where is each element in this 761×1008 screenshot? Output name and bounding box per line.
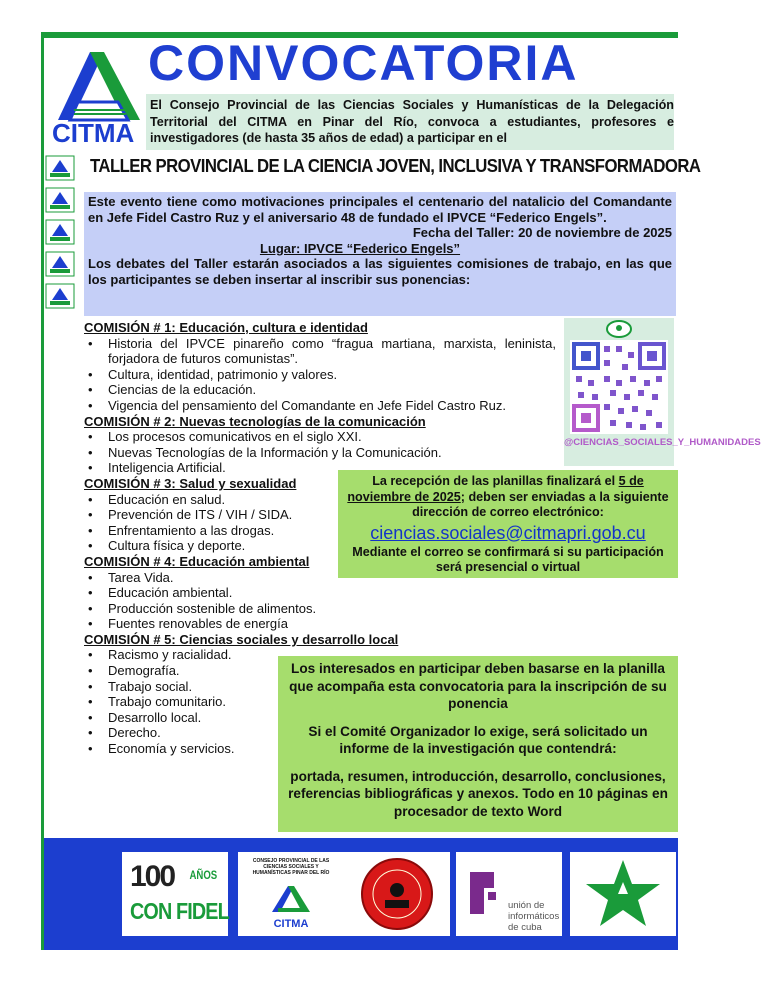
requirement-text: Los interesados en participar deben basarse en la planilla que acompaña esta convocatoria para la inscripción de su ponencia [289,661,667,711]
list-item: • Los procesos comunicativos en el siglo XXI. [84,429,564,445]
citma-word: CITMA [273,918,309,930]
list-item: • Trabajo comunitario. [84,694,564,710]
reception-note: Mediante el correo se confirmará si su participación será presencial o virtual [352,544,664,574]
commission-title: COMISIÓN # 5: Ciencias sociales y desarrollo local [84,631,399,647]
list-item: • Enfrentamiento a las drogas. [84,523,564,539]
list-item: • Vigencia del pensamiento del Comandante en Jefe Fidel Castro Ruz. [84,398,564,414]
commission-title: COMISIÓN # 3: Salud y sexualidad [84,475,297,491]
requirement-text: portada, resumen, introducción, desarrollo, conclusiones, referencias bibliográficas y anexos. Todo en 10 páginas en procesador de texto Word [288,768,668,819]
list-item: • Demografía. [84,663,564,679]
left-logo-column [46,156,80,316]
reception-deadline: 5 de noviembre de 2025 [347,474,644,504]
citma-mini-icon [46,284,74,308]
event-subtitle: TALLER PROVINCIAL DE LA CIENCIA JOVEN, INCLUSIVA Y TRANSFORMADORA [90,156,701,176]
list-item: • Educación en salud. [84,492,564,508]
list-item: • Racismo y racialidad. [84,647,564,663]
list-item: • Prevención de ITS / VIH / SIDA. [84,507,564,523]
qr-handle: @CIENCIAS_SOCIALES_Y_HUMANIDADES [564,437,761,448]
citma-mini-icon [46,220,74,244]
qr-code-icon[interactable] [570,340,668,434]
list-item: • Nuevas Tecnologías de la Información y la Comunicación. [84,445,564,461]
list-item: • Inteligencia Artificial. [84,460,564,476]
uic-logo [456,852,562,936]
uic-text: unión de informáticos de cuba [508,900,560,933]
list-item: • Trabajo social. [84,679,564,695]
list-item: • Historia del IPVCE pinareño como “fragua martiana, marxista, leninista, forjadora de futuros comunistas”. [84,336,556,367]
school-seal-logo [344,852,450,936]
list-item: • Cultura física y deporte. [84,538,564,554]
event-info [88,194,672,287]
citma-mini-icon [46,188,74,212]
list-item: • Desarrollo local. [84,710,564,726]
citma-wordmark: CITMA [52,118,135,148]
reception-text-b: ; deben ser enviadas a la siguiente dirección de correo electrónico: [412,489,669,519]
green-star-logo [570,852,676,936]
fidel-con-text: CON FIDEL [130,898,229,924]
requirements [284,660,672,830]
consejo-text: CONSEJO PROVINCIAL DE LAS CIENCIAS SOCIALES Y HUMANÍSTICAS PINAR DEL RÍO [252,858,330,876]
reception-text-a: La recepción de las planillas finalizará el [372,474,619,488]
list-item: • Tarea Vida. [84,570,564,586]
list-item: • Derecho. [84,725,564,741]
commission-title: COMISIÓN # 4: Educación ambiental [84,553,310,569]
page-title: CONVOCATORIA [148,35,579,91]
event-place: Lugar: IPVCE “Federico Engels” [259,240,461,256]
email-link[interactable]: ciencias.sociales@citmapri.gob.cu [370,522,646,543]
consejo-citma-logo [238,852,344,936]
reception-notice [342,474,674,576]
fidel-100-logo [122,852,228,936]
list-item: • Economía y servicios. [84,741,564,757]
seal-icon [355,856,439,932]
event-date: Fecha del Taller: 20 de noviembre de 2025 [412,225,672,240]
uic-icon [466,868,506,918]
citma-mini-icon [46,156,74,180]
social-badge-icon [604,320,634,338]
citma-logo-icon [268,882,314,918]
event-debates: Los debates del Taller estarán asociados a las siguientes comisiones de trabajo, en las que los participantes se deben insertar al inscribir sus ponencias: [88,256,672,287]
star-icon [580,856,666,932]
fidel-anos-text: AÑOS [189,868,218,882]
list-item: • Fuentes renovables de energía [84,616,564,632]
citma-mini-icon [46,252,74,276]
list-item: • Producción sostenible de alimentos. [84,601,564,617]
list-item: • Cultura, identidad, patrimonio y valores. [84,367,564,383]
commission-title: COMISIÓN # 2: Nuevas tecnologías de la comunicación [84,413,426,429]
requirement-text: Si el Comité Organizador lo exige, será solicitado un informe de la investigación que contendrá: [308,723,648,756]
fidel-100-number: 100 [130,860,175,893]
event-description: Este evento tiene como motivaciones principales el centenario del natalicio del Comandante en Jefe Fidel Castro Ruz y el aniversario 48 de fundado el IPVCE “Federico Engels”. [88,194,672,225]
intro-text: El Consejo Provincial de las Ciencias Sociales y Humanísticas de la Delegación Territorial del CITMA en Pinar del Río, convoca a estudiantes, profesores e investigadores (de hasta 35 años de edad) a participar en el [150,98,674,145]
list-item: • Ciencias de la educación. [84,382,564,398]
commission-title: COMISIÓN # 1: Educación, cultura e identidad [84,320,368,335]
list-item: • Educación ambiental. [84,585,564,601]
